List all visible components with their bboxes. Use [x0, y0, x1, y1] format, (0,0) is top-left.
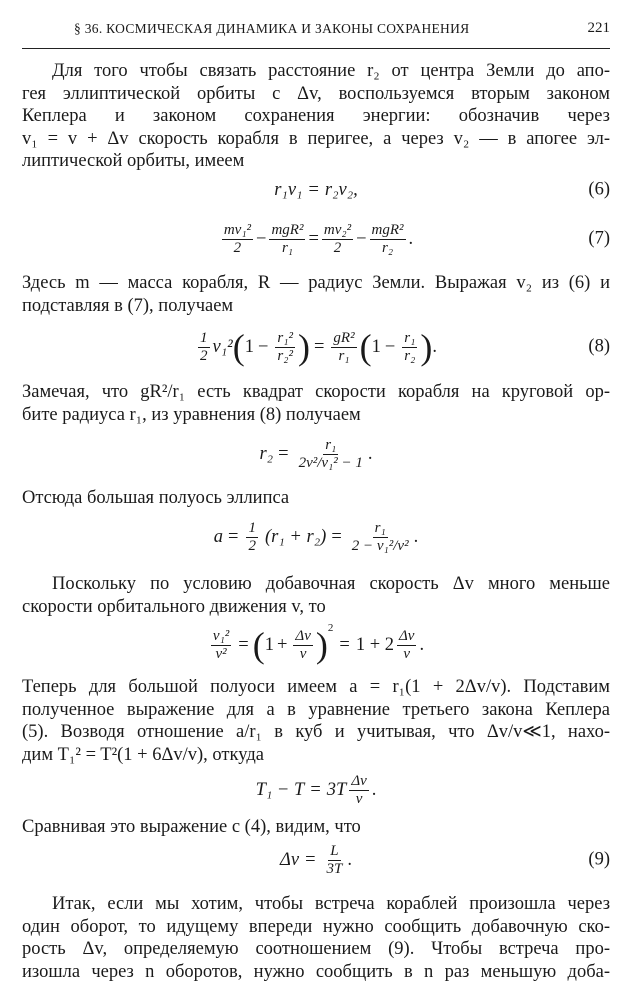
paren-open: ( — [252, 625, 265, 665]
fraction — [331, 330, 356, 365]
text-line: Отсюда большая полуось эллипса — [22, 488, 290, 508]
paragraph-3 — [22, 381, 610, 426]
text-line: полученное выражение для a в уравнение третьего закона Кеплера — [22, 699, 610, 720]
denominator: r₁ — [338, 347, 350, 364]
numerator: r₁ — [325, 436, 337, 453]
text-line: бите радиуса r₁, из уравнения (8) получаем — [22, 404, 361, 425]
text-line: рость Δv, определяемую соотношением (9). Чтобы встреча про- — [22, 939, 610, 959]
period: . — [432, 336, 437, 357]
fraction — [293, 628, 312, 663]
header-title: § 36. КОСМИЧЕСКАЯ ДИНАМИКА И ЗАКОНЫ СОХРАНЕНИЯ — [74, 21, 470, 36]
text-line: Поскольку по условию добавочная скорость Δv много меньше — [52, 574, 610, 594]
eq6-lhs: r₁v₁ — [274, 179, 303, 200]
fraction — [211, 628, 231, 663]
one: 1 — [371, 336, 381, 357]
denominator: 2v²/v₁² − 1 — [298, 454, 363, 471]
period: . — [413, 526, 419, 547]
numerator: mgR² — [371, 221, 404, 238]
paren-open: ( — [232, 327, 245, 367]
paren-open: ( — [359, 327, 372, 367]
fraction — [246, 520, 258, 555]
denominator: 2 — [200, 347, 208, 364]
equation-7 — [22, 217, 610, 261]
text-line: липтической орбиты, имеем — [22, 151, 245, 171]
text-line: один оборот, то идущему впереди нужно сообщить добавочную ско- — [22, 916, 610, 937]
paragraph-1 — [22, 60, 610, 173]
text-line: (5). Возводя отношение a/r₁ в куб и учитывая, что Δv/v≪1, нахо- — [22, 722, 610, 742]
minus-sign: − — [257, 336, 269, 357]
minus-sign: − — [356, 228, 367, 249]
paren-close: ) — [420, 327, 433, 367]
numerator: mgR² — [271, 221, 304, 238]
eq-lhs: r₂ — [259, 443, 274, 464]
numerator: L — [330, 842, 339, 859]
fraction — [275, 330, 295, 365]
paragraph-8 — [22, 893, 610, 983]
denominator: 2 − v₁²/v² — [351, 537, 409, 554]
numerator: mv₂² — [323, 221, 352, 238]
denominator: r₁ — [281, 239, 293, 256]
period: . — [408, 228, 414, 249]
fraction — [349, 773, 368, 808]
rhs-term: 1 + 2 — [355, 634, 394, 655]
equals-sign: = — [228, 526, 239, 547]
paren-term: (r₁ + r₂) — [264, 526, 327, 547]
text-line: Замечая, что gR²/r₁ есть квадрат скорости корабля на круговой ор- — [22, 382, 610, 402]
equation-period — [22, 768, 610, 812]
minus-sign: − — [256, 228, 267, 249]
denominator: v — [299, 645, 307, 662]
text-line: Сравнивая это выражение с (4), видим, что — [22, 817, 361, 837]
numerator: v₁² — [212, 627, 230, 644]
eq-lhs: a — [213, 526, 224, 547]
equals-sign: = — [310, 779, 321, 800]
paragraph-5 — [22, 573, 610, 618]
equation-r2 — [22, 432, 610, 476]
equals-sign: = — [278, 443, 289, 464]
numerator: r₁² — [277, 329, 293, 346]
text-line: подставляя в (7), получаем — [22, 295, 234, 316]
page-number: 221 — [587, 20, 610, 36]
text-line: скорости орбитального движения v, то — [22, 596, 326, 617]
numerator: 1 — [248, 519, 256, 536]
fraction — [269, 222, 305, 257]
running-header — [22, 14, 610, 49]
one: 1 — [244, 336, 254, 357]
equation-semimajor-axis — [22, 515, 610, 559]
equation-9 — [22, 838, 610, 882]
denominator: v — [355, 790, 363, 807]
exponent: 2 — [327, 622, 334, 634]
denominator: v² — [215, 645, 227, 662]
paragraph-6 — [22, 676, 610, 766]
denominator: 2 — [248, 537, 256, 554]
fraction — [402, 330, 417, 365]
text-line: гея эллиптической орбиты с Δv, воспользуемся вторым законом — [22, 83, 610, 104]
numerator: gR² — [333, 329, 355, 346]
one: 1 — [264, 634, 274, 655]
fraction — [397, 628, 416, 663]
paren-close: ) — [297, 327, 310, 367]
text-line: дим T₁² = T²(1 + 6Δv/v), откуда — [22, 744, 264, 765]
eq6-rhs: r₂v₂, — [324, 179, 358, 200]
fraction — [325, 843, 345, 878]
numerator: Δv — [399, 627, 415, 644]
equals-sign: = — [339, 634, 350, 655]
fraction — [370, 222, 406, 257]
equation-velocity-ratio — [22, 618, 610, 672]
numerator: Δv — [351, 772, 367, 789]
fraction — [350, 520, 411, 555]
period: . — [367, 443, 373, 464]
eq-lhs: Δv — [280, 849, 300, 870]
fraction — [322, 222, 353, 257]
fraction — [222, 222, 253, 257]
denominator: v — [403, 645, 411, 662]
plus-sign: + — [276, 634, 288, 655]
text-line: v₁ = v + Δv скорость корабля в перигее, а через v₂ — в апогее эл- — [22, 128, 610, 149]
velocity-term: v₁² — [212, 336, 233, 357]
minus-sign: − — [384, 336, 396, 357]
denominator: r₂ — [382, 239, 394, 256]
eq-lhs: T₁ − T — [255, 779, 305, 800]
rhs-term: 3T — [326, 779, 347, 800]
equation-label: (9) — [588, 849, 610, 870]
paragraph-7 — [22, 816, 610, 839]
equals-sign: = — [238, 634, 249, 655]
period: . — [371, 779, 377, 800]
equals-sign: = — [308, 228, 319, 249]
text-line: Здесь m — масса корабля, R — радиус Земли. Выражая v₂ из (6) и — [22, 273, 610, 293]
denominator: r₂² — [277, 347, 293, 364]
equation-6 — [22, 170, 610, 210]
fraction — [297, 437, 365, 472]
denominator: r₂ — [404, 347, 416, 364]
equation-label: (8) — [588, 336, 610, 357]
text-line: Кеплера и законом сохранения энергии: обозначив через — [22, 106, 610, 126]
numerator: mv₁² — [223, 221, 252, 238]
equals-sign: = — [313, 336, 325, 357]
text-line: Для того чтобы связать расстояние r₂ от центра Земли до апо- — [52, 61, 610, 81]
equals-sign: = — [331, 526, 342, 547]
denominator: 2 — [233, 239, 242, 256]
text-line: Итак, если мы хотим, чтобы встреча кораблей произошла через — [52, 894, 610, 914]
numerator: r₁ — [404, 329, 416, 346]
text-line: изошла через n оборотов, нужно сообщить в n раз меньшую доба- — [22, 961, 610, 982]
period: . — [347, 849, 352, 870]
denominator: 2 — [333, 239, 342, 256]
numerator: Δv — [295, 627, 311, 644]
eq6-eqsign: = — [308, 179, 319, 200]
equation-label: (6) — [588, 179, 610, 200]
equation-label: (7) — [588, 228, 610, 249]
equals-sign: = — [305, 849, 316, 870]
numerator: 1 — [200, 329, 208, 346]
paragraph-4 — [22, 487, 610, 510]
equation-8 — [22, 320, 610, 374]
paragraph-2 — [22, 272, 610, 317]
fraction — [198, 330, 210, 365]
period: . — [419, 634, 425, 655]
paren-close: ) — [315, 625, 328, 665]
text-line: Теперь для большой полуоси имеем a = r₁(1 + 2Δv/v). Подставим — [22, 677, 610, 697]
numerator: r₁ — [374, 519, 386, 536]
denominator: 3T — [326, 860, 343, 877]
